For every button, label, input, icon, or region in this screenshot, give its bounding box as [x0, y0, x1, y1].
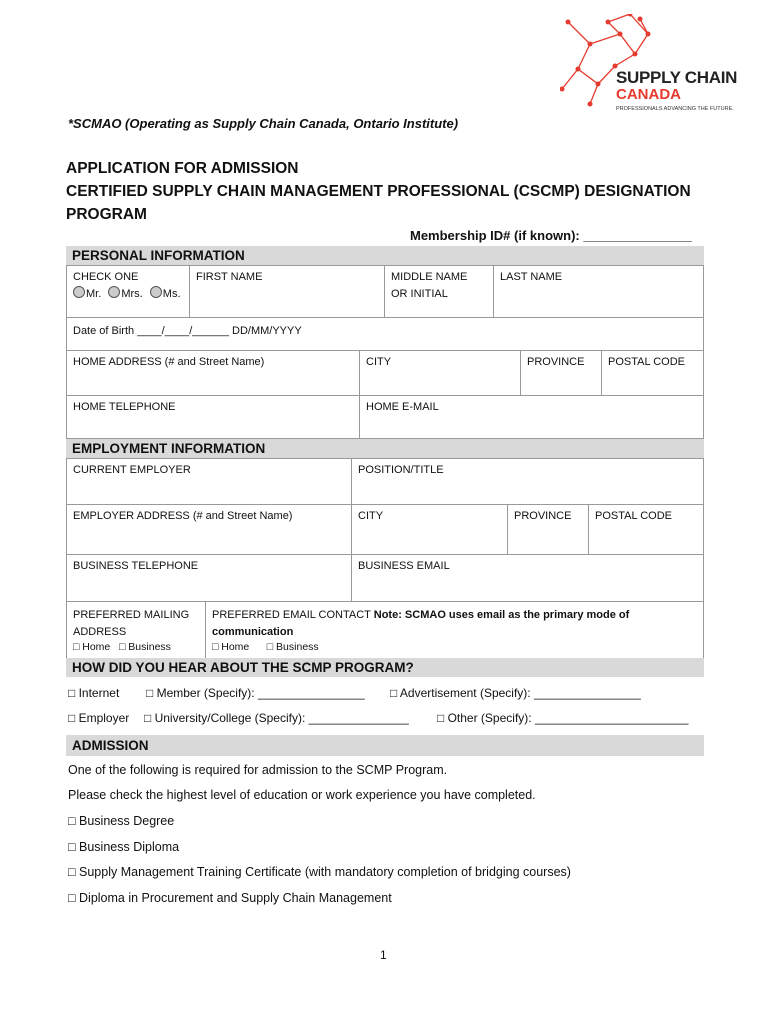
business-email-label: BUSINESS EMAIL — [358, 560, 450, 572]
preferences-table — [66, 601, 704, 660]
admission-heading: ADMISSION — [66, 735, 704, 756]
email-business-checkbox[interactable]: □ Business — [266, 641, 319, 653]
radio-ms[interactable] — [150, 286, 162, 298]
preferred-email-label: PREFERRED EMAIL CONTACT — [212, 609, 374, 621]
employment-info-heading: EMPLOYMENT INFORMATION — [66, 439, 704, 458]
home-email-label: HOME E-MAIL — [366, 401, 439, 413]
middle-name-label-2: OR INITIAL — [391, 288, 448, 300]
title-select-cell — [67, 266, 190, 318]
hear-university-checkbox[interactable]: □ University/College (Specify): _______________ — [144, 711, 409, 725]
first-name-field[interactable] — [190, 266, 385, 318]
admission-training-certificate-checkbox[interactable]: □ Supply Management Training Certificate (with mandatory completion of bridging courses) — [68, 865, 571, 879]
business-telephone-label: BUSINESS TELEPHONE — [73, 560, 199, 572]
date-of-birth-field[interactable] — [67, 318, 704, 351]
middle-name-label: MIDDLE NAME — [391, 271, 468, 283]
employment-table — [66, 458, 704, 602]
admission-intro: One of the following is required for admission to the SCMP Program. — [68, 763, 448, 777]
last-name-label: LAST NAME — [500, 271, 563, 283]
position-title-field[interactable] — [352, 459, 704, 505]
business-postal-label: POSTAL CODE — [595, 510, 673, 522]
admission-instruction: Please check the highest level of education or work experience you have completed. — [68, 788, 536, 802]
personal-info-table — [66, 265, 704, 351]
logo-brand-line2: CANADA — [616, 86, 681, 103]
hear-internet-checkbox[interactable]: □ Internet — [68, 686, 120, 700]
page-number: 1 — [380, 948, 387, 962]
logo-brand-line1: SUPPLY CHAIN — [616, 68, 738, 87]
address-table — [66, 350, 704, 439]
admission-procurement-diploma-checkbox[interactable]: □ Diploma in Procurement and Supply Chain Management — [68, 891, 392, 905]
hear-employer-checkbox[interactable]: □ Employer — [68, 711, 130, 725]
radio-mrs-label: Mrs. — [121, 288, 143, 300]
home-postal-label: POSTAL CODE — [608, 356, 686, 368]
radio-mr-label: Mr. — [86, 288, 102, 300]
dob-label: Date of Birth ____/____/______ DD/MM/YYYY — [73, 325, 302, 337]
business-province-field[interactable] — [508, 505, 589, 555]
mail-home-checkbox[interactable]: □ Home — [73, 641, 111, 653]
email-home-checkbox[interactable]: □ Home — [212, 641, 250, 653]
preferred-mailing-label-2: ADDRESS — [73, 626, 127, 638]
title-line-2: CERTIFIED SUPPLY CHAIN MANAGEMENT PROFESSIONAL (CSCMP) DESIGNATION — [66, 183, 691, 200]
admission-business-degree-checkbox[interactable]: □ Business Degree — [68, 814, 175, 828]
home-telephone-label: HOME TELEPHONE — [73, 401, 176, 413]
organization-subtitle: *SCMAO (Operating as Supply Chain Canada, Ontario Institute) — [68, 116, 459, 131]
current-employer-field[interactable] — [67, 459, 352, 505]
radio-mr[interactable] — [73, 286, 85, 298]
mail-business-checkbox[interactable]: □ Business — [119, 641, 171, 653]
hear-advertisement-checkbox[interactable]: □ Advertisement (Specify): ________________ — [390, 686, 641, 700]
check-one-label: CHECK ONE — [73, 271, 139, 283]
business-postal-field[interactable] — [589, 505, 704, 555]
radio-mrs[interactable] — [108, 286, 120, 298]
business-telephone-field[interactable] — [67, 555, 352, 602]
employer-address-label: EMPLOYER ADDRESS (# and Street Name) — [73, 510, 293, 522]
business-email-field[interactable] — [352, 555, 704, 602]
home-city-label: CITY — [366, 356, 392, 368]
first-name-label: FIRST NAME — [196, 271, 263, 283]
home-postal-field[interactable] — [602, 351, 704, 396]
preferred-email-note: Note: SCMAO uses email as the primary mode of — [373, 609, 630, 621]
page-title — [66, 157, 706, 226]
home-address-field[interactable] — [67, 351, 360, 396]
position-title-label: POSITION/TITLE — [358, 464, 444, 476]
preferred-email-note-2: communication — [212, 626, 294, 638]
business-province-label: PROVINCE — [514, 510, 572, 522]
admission-business-diploma-checkbox[interactable]: □ Business Diploma — [68, 840, 180, 854]
current-employer-label: CURRENT EMPLOYER — [73, 464, 191, 476]
hear-other-checkbox[interactable]: □ Other (Specify): _______________________ — [437, 711, 689, 725]
preferred-mailing-cell — [67, 602, 206, 660]
radio-ms-label: Ms. — [162, 288, 181, 300]
hear-member-checkbox[interactable]: □ Member (Specify): ________________ — [146, 686, 365, 700]
supply-chain-canada-logo — [560, 14, 740, 118]
home-email-field[interactable] — [360, 396, 704, 439]
preferred-email-cell — [206, 602, 704, 660]
membership-id-field[interactable]: Membership ID# (if known): _______________ — [410, 228, 692, 243]
business-city-field[interactable] — [352, 505, 508, 555]
personal-info-heading: PERSONAL INFORMATION — [66, 246, 704, 265]
title-line-1: APPLICATION FOR ADMISSION — [66, 160, 299, 177]
employer-address-field[interactable] — [67, 505, 352, 555]
home-province-field[interactable] — [521, 351, 602, 396]
business-city-label: CITY — [358, 510, 384, 522]
home-address-label: HOME ADDRESS (# and Street Name) — [73, 356, 265, 368]
home-city-field[interactable] — [360, 351, 521, 396]
title-line-3: PROGRAM — [66, 206, 147, 223]
middle-name-field[interactable] — [385, 266, 494, 318]
hear-about-heading: HOW DID YOU HEAR ABOUT THE SCMP PROGRAM? — [66, 658, 704, 677]
last-name-field[interactable] — [494, 266, 704, 318]
logo-tagline: PROFESSIONALS ADVANCING THE FUTURE. — [616, 106, 734, 112]
preferred-mailing-label: PREFERRED MAILING — [73, 609, 190, 621]
home-province-label: PROVINCE — [527, 356, 585, 368]
home-telephone-field[interactable] — [67, 396, 360, 439]
